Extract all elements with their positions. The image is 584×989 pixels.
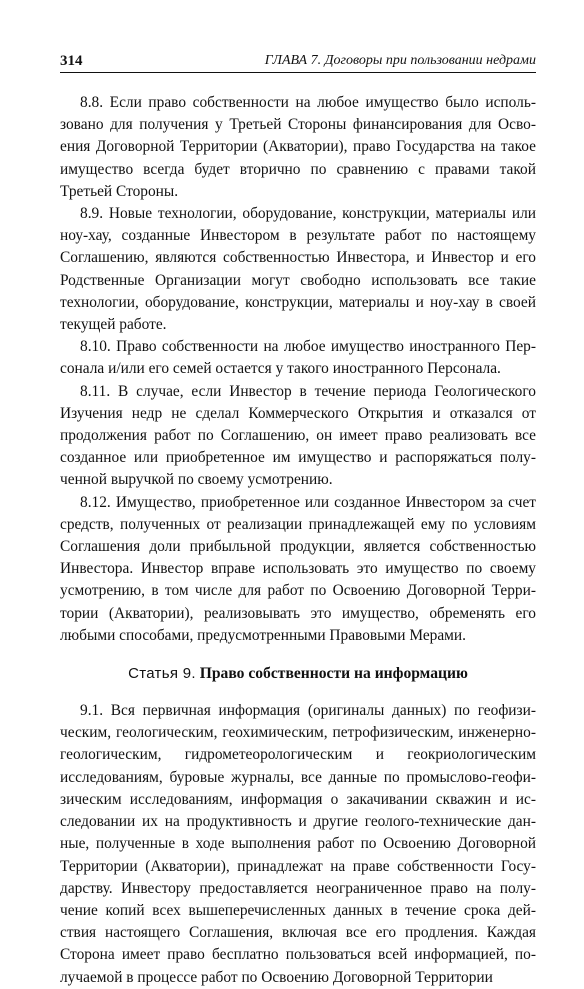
paragraph-8-12: 8.12. Имущество, приобретенное или созданное Инвестором за счет средств, полученных от реализации принадлежащей ему по условиям Соглашения доли прибыльной продукции, является собственностью Инвестора. Инвестор вправе использовать это имущество по своему усмотрению, в том числе для работ по Освоению Договорной Территории (Акватории), реализовывать это имущество, обременять его любыми способами, предусмотренными Правовыми Мерами. xyxy=(60,493,536,644)
article-title: Право собственности на информацию xyxy=(199,665,468,683)
article-heading xyxy=(60,663,536,685)
paragraph-8-9: 8.9. Новые технологии, оборудование, конструкции, материалы или ноу-хау, созданные Инвестором в результате работ по настоящему Соглашению, являются собственностью Инвестора, и Инвестор и его Родственные Организации могут свободно использовать все такие технологии, оборудование, конструкции, материалы и ноу-хау в своей текущей работе. xyxy=(60,205,536,334)
article-label: Статья 9. xyxy=(128,665,196,683)
paragraph-8-8: 8.8. Если право собственности на любое имущество было использовано для получения у Третьей Стороны финансирования для Освоения Договорной Территории (Акватории), право Государства на такое имущество всегда будет вторично по сравнению с правами такой Третьей Стороны. xyxy=(60,94,536,200)
paragraph-9-1: 9.1. Вся первичная информация (оригиналы данных) по геофизическим, геологическим, геохимическим, петрофизическим, инженерно-геологическим, гидрометеорологическим и геокриологическим исследованиям, буровые журналы, все данные по промыслово-геофизическим исследованиям, информация о закачивании скважин и исследовании их на продуктивность и другие геолого-технические данные, полученные в ходе выполнения работ по Освоению Договорной Территории (Акватории), принадлежат на праве собственности Государству. Инвестору предоставляется неограниченное право на получение копий всех вышеперечисленных данных в течение срока действия настоящего Соглашения, включая все его продления. Каждая Сторона имеет право бесплатно пользоваться всей информацией, получаемой в процессе работ по Освоению Договорной Территории xyxy=(60,702,536,986)
body-text xyxy=(60,92,536,989)
page-number: 314 xyxy=(60,53,83,69)
paragraph-8-11: 8.11. В случае, если Инвестор в течение периода Геологического Изучения недр не сделал Коммерческого Открытия и отказался от продолжения работ по Соглашению, он имеет право реализовать все созданное или приобретенное им имущество и распоряжаться полученной выручкой по своему усмотрению. xyxy=(60,382,536,489)
paragraph-8-10: 8.10. Право собственности на любое имущество иностранного Персонала и/или его семей остается у такого иностранного Персонала. xyxy=(60,338,536,378)
chapter-title: ГЛАВА 7. Договоры при пользовании недрами xyxy=(264,53,536,68)
header-rule xyxy=(60,72,536,73)
running-header xyxy=(60,52,536,70)
